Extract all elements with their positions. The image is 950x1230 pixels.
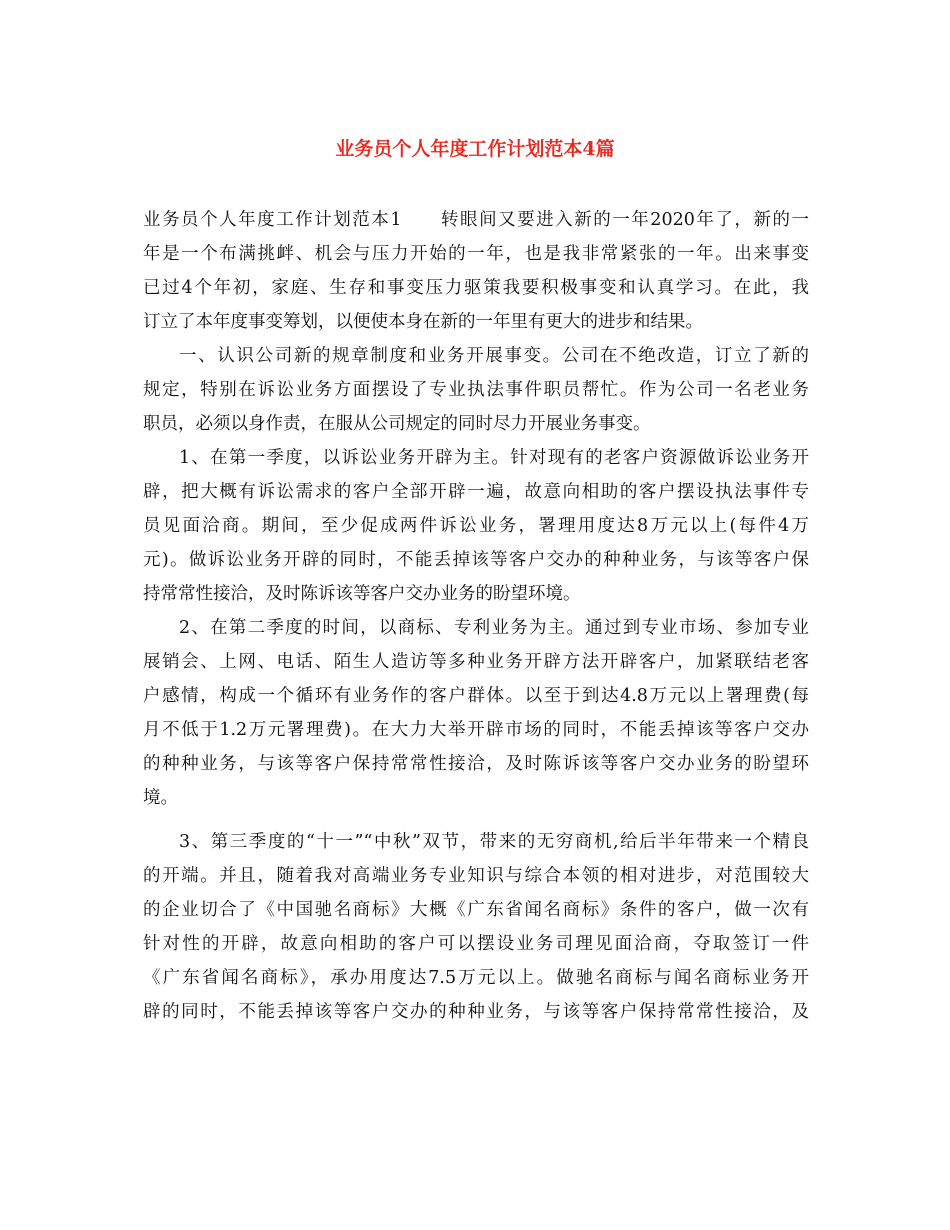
text-line: 业务员个人年度工作计划范本1 转眼间又要进入新的一年2020年了，新的一: [143, 210, 809, 230]
text-line: 户感情，构成一个循环有业务作的客户群体。以至于到达4.8万元以上署理费(每: [143, 686, 809, 706]
text-line: 规定，特别在诉讼业务方面摆设了专业执法事件职员帮忙。作为公司一名老业务: [143, 380, 809, 400]
text-line: 订立了本年度事变筹划，以便使本身在新的一年里有更大的进步和结果。: [143, 312, 703, 332]
text-line: 员见面洽商。期间，至少促成两件诉讼业务，署理用度达8万元以上(每件4万: [143, 516, 809, 536]
text-line: 月不低于1.2万元署理费)。在大力大举开辟市场的同时，不能丢掉该等客户交办: [143, 720, 809, 740]
document-body: [143, 203, 809, 1029]
text-line: 境。: [143, 788, 178, 808]
text-line: 元)。做诉讼业务开辟的同时，不能丢掉该等客户交办的种种业务，与该等客户保: [143, 550, 809, 570]
document-title: 业务员个人年度工作计划范本4篇: [335, 138, 615, 160]
text-line: 的种种业务，与该等客户保持常常性接洽，及时陈诉该等客户交办业务的盼望环: [143, 754, 809, 774]
text-line: 职员，必须以身作责，在服从公司规定的同时尽力开展业务事变。: [143, 414, 651, 434]
paragraph-1: [143, 203, 809, 339]
paragraph-4: [143, 611, 809, 815]
text-line: 辟，把大概有诉讼需求的客户全部开辟一遍，故意向相助的客户摆设执法事件专: [143, 482, 809, 502]
text-line: 1、在第一季度，以诉讼业务开辟为主。针对现有的老客户资源做诉讼业务开: [179, 448, 809, 468]
text-line: 持常常性接洽，及时陈诉该等客户交办业务的盼望环境。: [143, 584, 581, 604]
text-line: 一、认识公司新的规章制度和业务开展事变。公司在不绝改造，订立了新的: [179, 346, 809, 366]
text-line: 3、第三季度的“十一”“中秋”双节，带来的无穷商机,给后半年带来一个精良: [179, 832, 809, 852]
text-line: 2、在第二季度的时间，以商标、专利业务为主。通过到专业市场、参加专业: [179, 618, 809, 638]
paragraph-3: [143, 441, 809, 611]
text-line: 展销会、上网、电话、陌生人造访等多种业务开辟方法开辟客户，加紧联结老客: [143, 652, 809, 672]
text-line: 的企业切合了《中国驰名商标》大概《广东省闻名商标》条件的客户，做一次有: [143, 900, 809, 920]
paragraph-2: [143, 339, 809, 441]
text-line: 的开端。并且，随着我对高端业务专业知识与综合本领的相对进步，对范围较大: [143, 866, 809, 886]
text-line: 年是一个布满挑衅、机会与压力开始的一年，也是我非常紧张的一年。出来事变: [143, 244, 809, 264]
text-line: 《广东省闻名商标》，承办用度达7.5万元以上。做驰名商标与闻名商标业务开: [143, 968, 809, 988]
text-line: 针对性的开辟，故意向相助的客户可以摆设业务司理见面洽商，夺取签订一件: [143, 934, 809, 954]
text-line: 已过4个年初，家庭、生存和事变压力驱策我要积极事变和认真学习。在此，我: [143, 278, 809, 298]
text-line: 辟的同时，不能丢掉该等客户交办的种种业务，与该等客户保持常常性接洽，及: [143, 1002, 809, 1022]
paragraph-gap: [143, 815, 809, 825]
paragraph-5: [143, 825, 809, 1029]
